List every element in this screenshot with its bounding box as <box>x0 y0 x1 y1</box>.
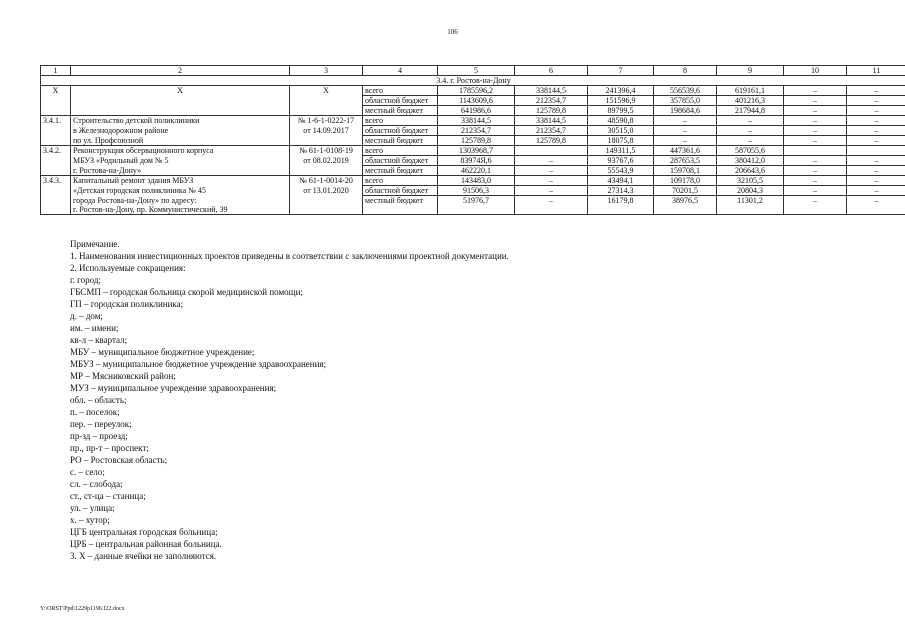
value-cell: 287653,5 <box>654 156 717 166</box>
col-num: 7 <box>588 66 654 76</box>
total-row <box>41 96 905 106</box>
value-cell: 11301,2 <box>717 196 784 215</box>
project-name-cell: МБУЗ «Родильный дом № 5 <box>71 156 290 166</box>
note-line: МУЗ – муниципальное учреждение здравоохранения; <box>70 383 277 393</box>
note-line: ЦГБ центральная городская больница; <box>70 527 218 537</box>
value-cell: 380412,0 <box>717 156 784 166</box>
project-doc-cell <box>290 136 363 146</box>
value-cell: 32105,5 <box>717 176 784 186</box>
budget-type-cell: областной бюджет <box>363 96 438 106</box>
value-cell: 70201,5 <box>654 186 717 196</box>
value-cell: 16179,8 <box>588 196 654 215</box>
doc-cell <box>290 96 363 106</box>
row-id-cell: 3.4.2. <box>41 146 71 156</box>
note-line: ЦРБ – центральная районная больница. <box>70 539 222 549</box>
section-title: 3.4. г. Ростов-на-Дону <box>41 76 905 86</box>
value-cell: – <box>654 126 717 136</box>
project-name-cell: в Железнодорожном районе <box>71 126 290 136</box>
value-cell: – <box>717 116 784 126</box>
value-cell: 641986,6 <box>438 106 515 116</box>
project-row <box>41 176 905 186</box>
value-cell: 125789,8 <box>515 136 588 146</box>
value-cell: 357855,0 <box>654 96 717 106</box>
value-cell: – <box>784 126 847 136</box>
value-cell: 241396,4 <box>588 86 654 96</box>
value-cell: 20804,3 <box>717 186 784 196</box>
col-num: 1 <box>41 66 71 76</box>
value-cell: 1785596,2 <box>438 86 515 96</box>
value-cell: – <box>847 196 905 215</box>
note-line: п. – поселок; <box>70 407 120 417</box>
project-doc-cell: от 14.09.2017 <box>290 126 363 136</box>
row-id-cell <box>41 196 71 215</box>
budget-type-cell: всего <box>363 116 438 126</box>
value-cell: 149311,5 <box>588 146 654 156</box>
notes-block <box>70 238 509 562</box>
value-cell: – <box>515 186 588 196</box>
value-cell: – <box>784 196 847 215</box>
row-id-cell: 3.4.3. <box>41 176 71 186</box>
value-cell: 206643,6 <box>717 166 784 176</box>
note-line: им. – имени; <box>70 323 119 333</box>
budget-type-cell: всего <box>363 146 438 156</box>
note-line: г. город; <box>70 275 101 285</box>
value-cell: – <box>847 86 905 96</box>
value-cell: – <box>784 106 847 116</box>
value-cell: – <box>784 156 847 166</box>
value-cell: 212354,7 <box>515 96 588 106</box>
value-cell: 27314,3 <box>588 186 654 196</box>
project-row <box>41 156 905 166</box>
col-num: 9 <box>717 66 784 76</box>
project-row <box>41 186 905 196</box>
value-cell: 89799,5 <box>588 106 654 116</box>
value-cell <box>784 146 847 156</box>
value-cell <box>515 146 588 156</box>
value-cell: 587055,6 <box>717 146 784 156</box>
value-cell: – <box>847 166 905 176</box>
value-cell: 212354,7 <box>438 126 515 136</box>
budget-type-cell: местный бюджет <box>363 166 438 176</box>
name-cell <box>71 106 290 116</box>
value-cell: – <box>654 136 717 146</box>
budget-type-cell: областной бюджет <box>363 186 438 196</box>
budget-type-cell: областной бюджет <box>363 156 438 166</box>
value-cell: 1143609,6 <box>438 96 515 106</box>
value-cell: – <box>717 126 784 136</box>
project-row <box>41 126 905 136</box>
project-row <box>41 136 905 146</box>
value-cell: – <box>784 186 847 196</box>
value-cell: 462220,1 <box>438 166 515 176</box>
value-cell: 338144,5 <box>515 116 588 126</box>
value-cell: 198684,6 <box>654 106 717 116</box>
budget-type-cell: местный бюджет <box>363 136 438 146</box>
note-line: пер. – переулок; <box>70 419 132 429</box>
budget-type-cell: местный бюджет <box>363 196 438 215</box>
value-cell: 143483,0 <box>438 176 515 186</box>
project-name-line: города Ростова-на-Дону» по адресу: <box>73 195 197 205</box>
note-line: ст., ст-ца – станица; <box>70 491 146 501</box>
note-line: д. – дом; <box>70 311 103 321</box>
value-cell: 447361,6 <box>654 146 717 156</box>
name-cell <box>71 96 290 106</box>
note-line: РО – Ростовская область; <box>70 455 168 465</box>
note-line: пр., пр-т – проспект; <box>70 443 149 453</box>
value-cell: – <box>847 186 905 196</box>
col-num: 4 <box>363 66 438 76</box>
note-line: пр-зд – проезд; <box>70 431 128 441</box>
name-cell: X <box>71 86 290 96</box>
section-title-row <box>41 76 905 86</box>
footer-file-path: Y:\ORST\Ppd\1229p1196.f22.docx <box>40 606 125 612</box>
note-line: ГП – городская поликлиника; <box>70 299 184 309</box>
note-line: 3. X – данные ячейки не заполняются. <box>70 551 217 561</box>
value-cell: 51976,7 <box>438 196 515 215</box>
project-name-cell: Капитальный ремонт здания МБУЗ <box>71 176 290 186</box>
page-number: 106 <box>447 28 458 36</box>
project-name-cell: Строительство детской поликлиники <box>71 116 290 126</box>
value-cell: – <box>654 116 717 126</box>
value-cell: – <box>784 116 847 126</box>
row-id-cell <box>41 166 71 176</box>
value-cell: 125789,8 <box>438 136 515 146</box>
project-doc-cell <box>290 166 363 176</box>
notes-heading: Примечание. <box>70 239 120 249</box>
doc-cell: X <box>290 86 363 96</box>
value-cell: 30515,0 <box>588 126 654 136</box>
col-num: 10 <box>784 66 847 76</box>
row-id-cell: X <box>41 86 71 96</box>
row-id-cell <box>41 156 71 166</box>
project-name-cell <box>71 196 290 215</box>
col-num: 3 <box>290 66 363 76</box>
budget-type-cell: местный бюджет <box>363 106 438 116</box>
value-cell: 109178,0 <box>654 176 717 186</box>
note-line: сл. – слобода; <box>70 479 123 489</box>
value-cell: 151596,9 <box>588 96 654 106</box>
value-cell: – <box>515 166 588 176</box>
col-num: 5 <box>438 66 515 76</box>
row-id-cell: 3.4.1. <box>41 116 71 126</box>
col-num: 8 <box>654 66 717 76</box>
value-cell: 338144,5 <box>515 86 588 96</box>
value-cell: 43494,1 <box>588 176 654 186</box>
project-doc-cell: № 61-1-0014-20 <box>290 176 363 186</box>
value-cell: 125789,8 <box>515 106 588 116</box>
value-cell: 1303968,7 <box>438 146 515 156</box>
value-cell: 93767,6 <box>588 156 654 166</box>
value-cell: – <box>847 116 905 126</box>
value-cell: 401216,3 <box>717 96 784 106</box>
value-cell: – <box>847 176 905 186</box>
value-cell: 212354,7 <box>515 126 588 136</box>
value-cell: – <box>784 136 847 146</box>
note-line: 1. Наименования инвестиционных проектов приведены в соответствии с заключениями проектной документации. <box>70 251 509 261</box>
project-doc-cell <box>290 196 363 215</box>
value-cell: – <box>784 176 847 186</box>
value-cell: – <box>847 136 905 146</box>
value-cell: – <box>847 156 905 166</box>
project-row <box>41 116 905 126</box>
total-row <box>41 106 905 116</box>
project-doc-cell: от 13.01.2020 <box>290 186 363 196</box>
value-cell: – <box>717 136 784 146</box>
value-cell: 38976,5 <box>654 196 717 215</box>
note-line: обл. – область; <box>70 395 127 405</box>
value-cell <box>847 146 905 156</box>
col-num: 6 <box>515 66 588 76</box>
value-cell: – <box>847 96 905 106</box>
note-line: МБУ – муниципальное бюджетное учреждение; <box>70 347 255 357</box>
row-id-cell <box>41 136 71 146</box>
project-name-line: г. Ростов-на-Дону, пр. Коммунистический, 39 <box>73 204 228 214</box>
budget-type-cell: областной бюджет <box>363 126 438 136</box>
project-name-cell: Реконструкция обсервационного корпуса <box>71 146 290 156</box>
value-cell: 18075,8 <box>588 136 654 146</box>
row-id-cell <box>41 186 71 196</box>
value-cell: 217944,8 <box>717 106 784 116</box>
value-cell: 619161,1 <box>717 86 784 96</box>
note-line: ул. – улица; <box>70 503 115 513</box>
value-cell: – <box>784 166 847 176</box>
col-num: 2 <box>71 66 290 76</box>
value-cell: – <box>847 126 905 136</box>
project-row <box>41 196 905 215</box>
total-row <box>41 86 905 96</box>
col-num: 11 <box>847 66 905 76</box>
note-line: с. – село; <box>70 467 105 477</box>
value-cell: – <box>784 96 847 106</box>
value-cell: – <box>784 86 847 96</box>
note-line: х. – хутор; <box>70 515 110 525</box>
project-doc-cell: № 61-1-0108-19 <box>290 146 363 156</box>
column-number-row <box>41 66 905 76</box>
budget-type-cell: всего <box>363 86 438 96</box>
row-id-cell <box>41 106 71 116</box>
note-line: кв-л – квартал; <box>70 335 128 345</box>
value-cell: 159708,1 <box>654 166 717 176</box>
value-cell: 55543,9 <box>588 166 654 176</box>
investment-table <box>40 65 905 215</box>
note-line: ГБСМП – городская больница скорой медицинской помощи; <box>70 287 303 297</box>
budget-type-cell: всего <box>363 176 438 186</box>
note-line: МБУЗ – муниципальное бюджетное учреждение здравоохранения; <box>70 359 327 369</box>
project-row <box>41 166 905 176</box>
value-cell: – <box>515 176 588 186</box>
value-cell: – <box>515 196 588 215</box>
note-line: 2. Используемые сокращения: <box>70 263 186 273</box>
doc-cell <box>290 106 363 116</box>
row-id-cell <box>41 126 71 136</box>
value-cell: 83974Я,6 <box>438 156 515 166</box>
value-cell: 338144,5 <box>438 116 515 126</box>
project-doc-cell: от 08.02.2019 <box>290 156 363 166</box>
row-id-cell <box>41 96 71 106</box>
value-cell: 48590,8 <box>588 116 654 126</box>
value-cell: 91506,3 <box>438 186 515 196</box>
value-cell: 556539,6 <box>654 86 717 96</box>
value-cell: – <box>847 106 905 116</box>
project-name-cell: г. Ростова-на-Дону» <box>71 166 290 176</box>
note-line: МР – Мясниковский район; <box>70 371 176 381</box>
project-doc-cell: № 1-6-1-0222-17 <box>290 116 363 126</box>
project-name-cell: по ул. Профсоюзной <box>71 136 290 146</box>
project-name-cell: «Детская городская поликлиника № 45 <box>71 186 290 196</box>
value-cell: – <box>515 156 588 166</box>
project-row <box>41 146 905 156</box>
